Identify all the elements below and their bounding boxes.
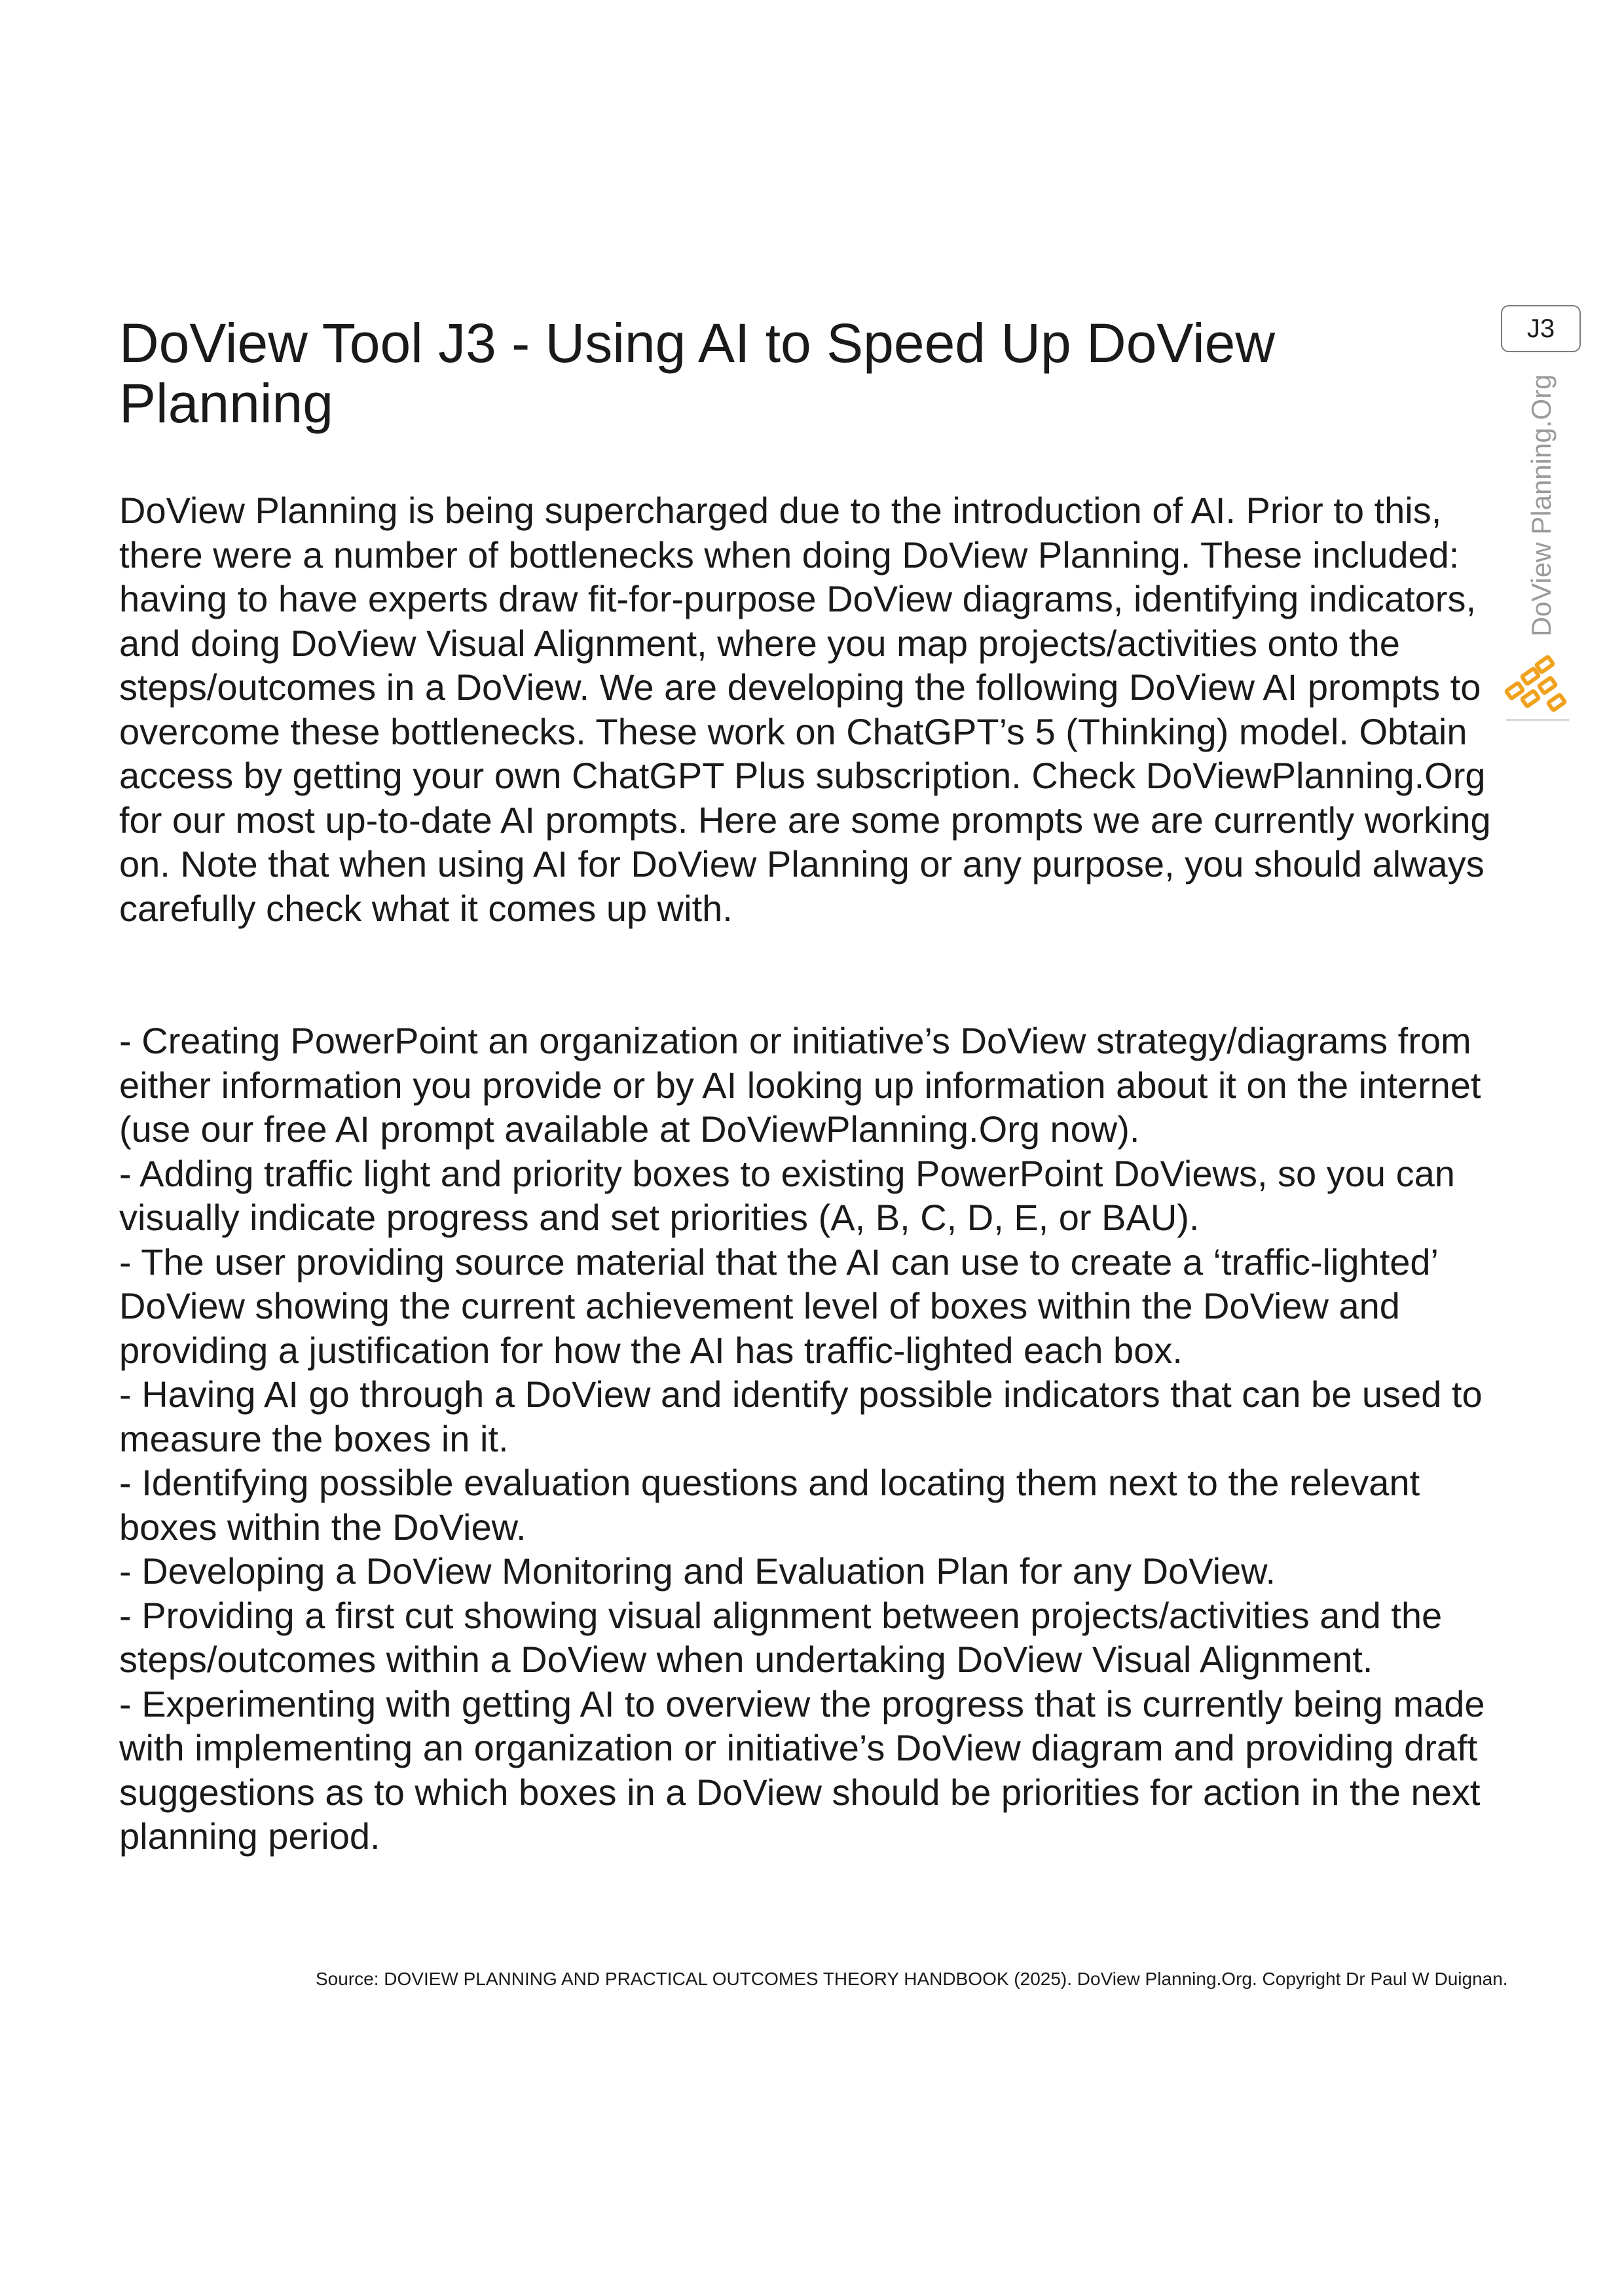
brand-vertical-text xyxy=(1509,368,1574,643)
list-item: - The user providing source material that the AI can use to create a ‘traffic-lighted’ DoView showing the current achievement level of boxes within the DoView and providing a justification for how the AI has traffic-lighted each box. xyxy=(119,1241,1437,1371)
list-item: - Adding traffic light and priority boxes to existing PowerPoint DoViews, so you can visually indicate progress and set priorities (A, B, C, D, E, or BAU). xyxy=(119,1152,1455,1238)
page-title: DoView Tool J3 - Using AI to Speed Up DoView Planning xyxy=(119,312,1275,434)
list-item: - Creating PowerPoint an organization or initiative’s DoView strategy/diagrams from either information you provide or by AI looking up information about it on the internet (use our free AI prompt available at DoViewPlanning.Org now). xyxy=(119,1020,1481,1150)
list-item: - Experimenting with getting AI to overview the progress that is currently being made with implementing an organization or initiative’s DoView diagram and providing draft suggestions as to which boxes in a DoView should be priorities for action in the next planning period. xyxy=(119,1683,1485,1857)
brand-label: DoView Planning.Org xyxy=(1526,374,1557,637)
source-citation: Source: DOVIEW PLANNING AND PRACTICAL OUTCOMES THEORY HANDBOOK (2025). DoView Planning.Org. Copyright Dr Paul W Duignan. xyxy=(316,1969,1508,1989)
doview-logo-icon xyxy=(1504,655,1569,718)
logo-divider xyxy=(1506,719,1569,721)
list-item: - Developing a DoView Monitoring and Evaluation Plan for any DoView. xyxy=(119,1550,1276,1592)
intro-paragraph: DoView Planning is being supercharged due to the introduction of AI. Prior to this, there were a number of bottlenecks when doing DoView Planning. These included: having to have experts draw fit-for-purpose DoView diagrams, identifying indicators, and doing DoView Visual Alignment, where you map projects/activities onto the steps/outcomes in a DoView. We are developing the following DoView AI prompts to overcome these bottlenecks. These work on ChatGPT’s 5 (Thinking) model. Obtain access by getting your own ChatGPT Plus subscription. Check DoViewPlanning.Org for our most up-to-date AI prompts. Here are some prompts we are currently working on. Note that when using AI for DoView Planning or any purpose, you should always carefully check what it comes up with. xyxy=(119,490,1491,929)
tool-badge: J3 xyxy=(1501,305,1581,352)
list-item: - Providing a first cut showing visual alignment between projects/activities and the steps/outcomes within a DoView when undertaking DoView Visual Alignment. xyxy=(119,1594,1443,1680)
prompt-list xyxy=(119,1019,1501,1859)
list-item: - Identifying possible evaluation questions and locating them next to the relevant boxes within the DoView. xyxy=(119,1462,1420,1548)
list-item: - Having AI go through a DoView and identify possible indicators that can be used to measure the boxes in it. xyxy=(119,1374,1483,1459)
